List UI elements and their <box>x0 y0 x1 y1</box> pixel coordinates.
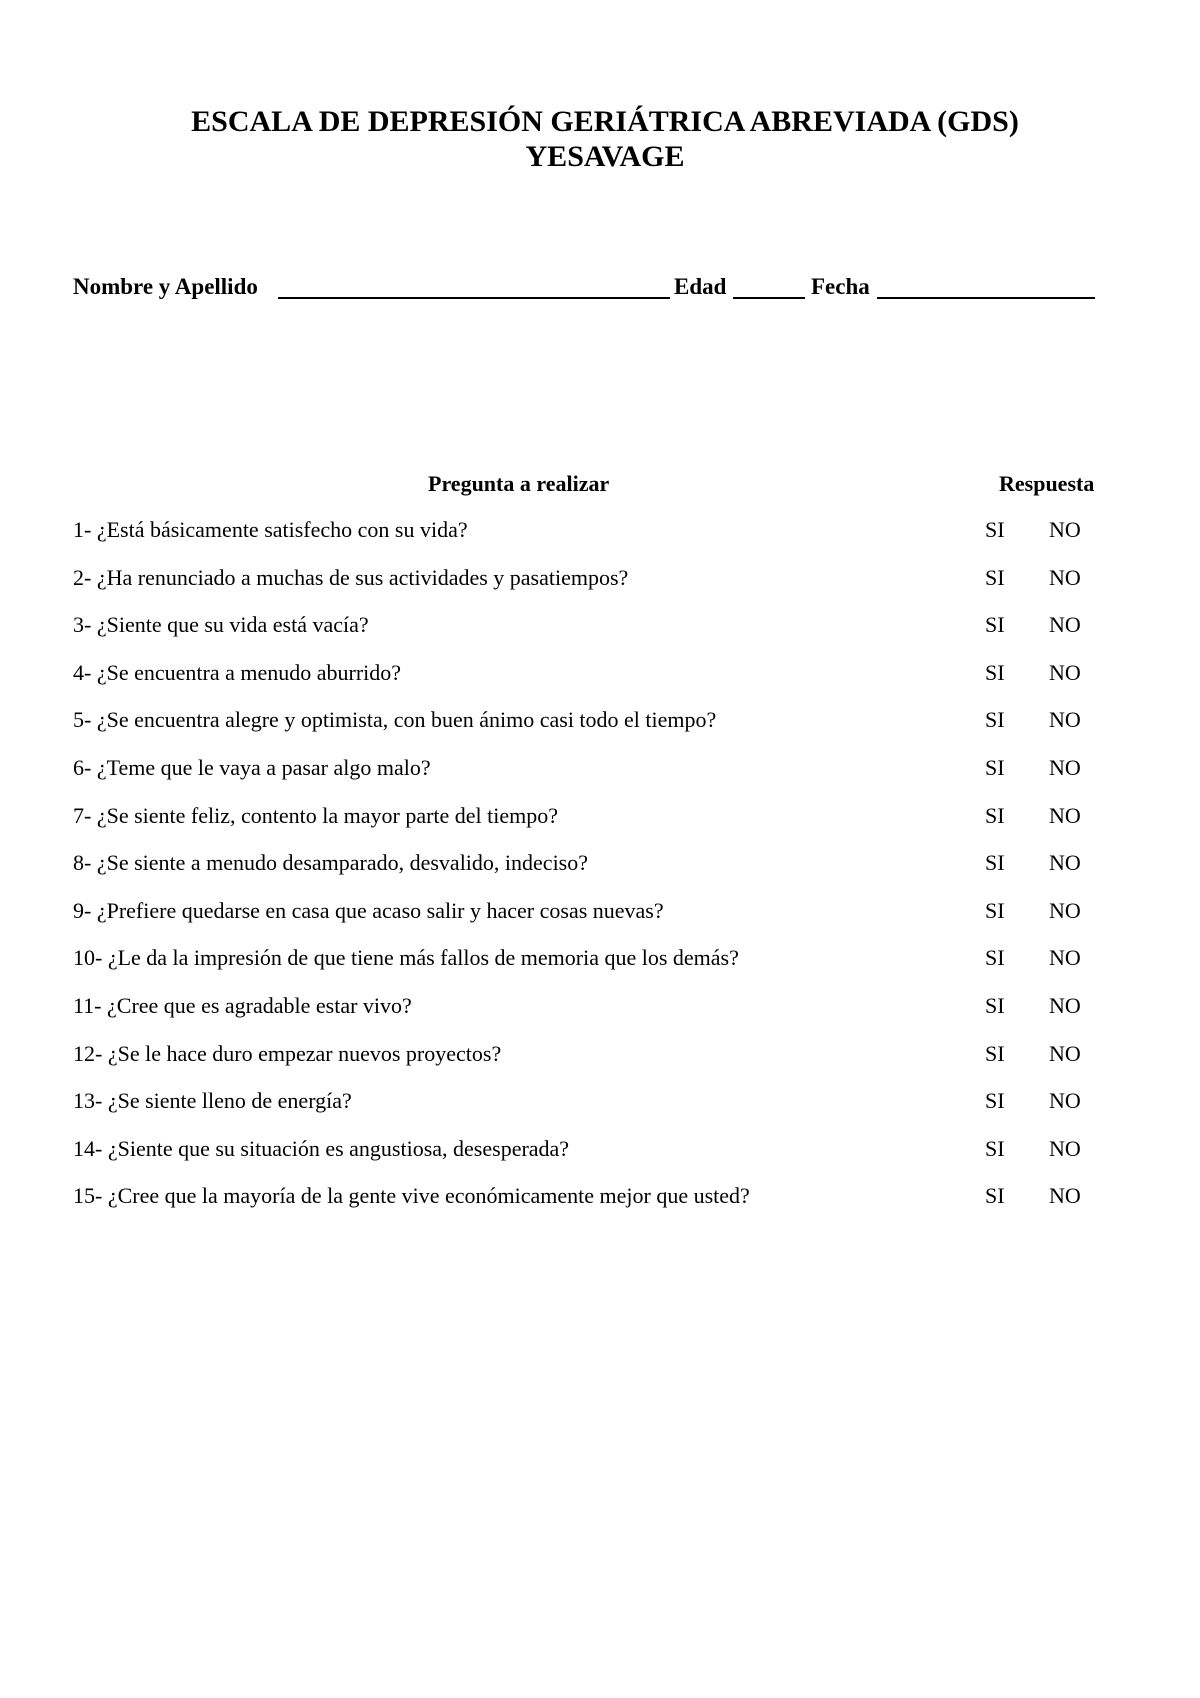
question-row <box>73 991 1123 1039</box>
answer-yes-option[interactable]: SI <box>985 1088 1005 1114</box>
question-row <box>73 705 1123 753</box>
question-text: 1- ¿Está básicamente satisfecho con su vida? <box>73 517 468 542</box>
answer-no-option[interactable]: NO <box>1049 659 1081 685</box>
question-row <box>73 896 1123 944</box>
question-text: 11- ¿Cree que es agradable estar vivo? <box>73 992 412 1018</box>
question-row <box>73 1086 1123 1134</box>
answer-no-option[interactable]: NO <box>1049 945 1081 971</box>
patient-info-line <box>73 272 1103 302</box>
answer-no-option[interactable]: NO <box>1049 564 1081 590</box>
answer-no-option[interactable]: NO <box>1049 707 1081 733</box>
question-row <box>73 801 1123 849</box>
date-field[interactable] <box>877 297 1095 299</box>
answer-no-option[interactable]: NO <box>1049 1088 1081 1114</box>
question-text: 5- ¿Se encuentra alegre y optimista, con buen ánimo casi todo el tiempo? <box>73 707 717 733</box>
question-text: 8- ¿Se siente a menudo desamparado, desvalido, indeciso? <box>73 850 589 876</box>
answer-yes-option[interactable]: SI <box>985 1183 1005 1209</box>
question-text: 10- ¿Le da la impresión de que tiene más fallos de memoria que los demás? <box>73 945 739 971</box>
question-row <box>73 943 1123 991</box>
document-title: ESCALA DE DEPRESIÓN GERIÁTRICA ABREVIADA (GDS) <box>191 105 1019 138</box>
question-text: 2- ¿Ha renunciado a muchas de sus actividades y pasatiempos? <box>73 564 629 590</box>
answer-no-option[interactable]: NO <box>1049 802 1081 828</box>
answer-column-header: Respuesta <box>999 471 1095 496</box>
answer-no-option[interactable]: NO <box>1049 992 1081 1018</box>
question-text: 15- ¿Cree que la mayoría de la gente vive económicamente mejor que usted? <box>73 1183 750 1209</box>
age-field[interactable] <box>733 297 805 299</box>
answer-no-option[interactable]: NO <box>1049 1040 1081 1066</box>
answer-no-option[interactable]: NO <box>1049 754 1081 780</box>
answer-yes-option[interactable]: SI <box>985 897 1005 923</box>
answer-no-option[interactable]: NO <box>1049 1183 1081 1209</box>
question-list <box>73 515 1123 1229</box>
answer-yes-option[interactable]: SI <box>985 992 1005 1018</box>
answer-yes-option[interactable]: SI <box>985 754 1005 780</box>
name-field[interactable] <box>278 297 670 299</box>
question-row <box>73 658 1123 706</box>
question-text: 12- ¿Se le hace duro empezar nuevos proyectos? <box>73 1040 502 1066</box>
answer-yes-option[interactable]: SI <box>985 517 1005 542</box>
question-text: 4- ¿Se encuentra a menudo aburrido? <box>73 659 402 685</box>
answer-yes-option[interactable]: SI <box>985 612 1005 638</box>
question-text: 13- ¿Se siente lleno de energía? <box>73 1088 352 1114</box>
answer-no-option[interactable]: NO <box>1049 897 1081 923</box>
date-label: Fecha <box>811 274 870 299</box>
answer-yes-option[interactable]: SI <box>985 1040 1005 1066</box>
age-label: Edad <box>674 274 727 299</box>
question-text: 7- ¿Se siente feliz, contento la mayor parte del tiempo? <box>73 802 559 828</box>
answer-yes-option[interactable]: SI <box>985 659 1005 685</box>
answer-no-option[interactable]: NO <box>1049 612 1081 638</box>
name-label: Nombre y Apellido <box>73 274 258 299</box>
question-row <box>73 610 1123 658</box>
answer-no-option[interactable]: NO <box>1049 1135 1081 1161</box>
question-row <box>73 1039 1123 1087</box>
answer-yes-option[interactable]: SI <box>985 802 1005 828</box>
answer-yes-option[interactable]: SI <box>985 850 1005 876</box>
question-text: 14- ¿Siente que su situación es angustiosa, desesperada? <box>73 1135 570 1161</box>
question-row <box>73 563 1123 611</box>
document-subtitle: YESAVAGE <box>525 140 685 173</box>
answer-yes-option[interactable]: SI <box>985 945 1005 971</box>
question-column-header: Pregunta a realizar <box>428 471 610 496</box>
question-row <box>73 1134 1123 1182</box>
answer-yes-option[interactable]: SI <box>985 564 1005 590</box>
question-text: 3- ¿Siente que su vida está vacía? <box>73 612 369 638</box>
question-text: 9- ¿Prefiere quedarse en casa que acaso salir y hacer cosas nuevas? <box>73 897 664 923</box>
question-text: 6- ¿Teme que le vaya a pasar algo malo? <box>73 754 431 780</box>
answer-yes-option[interactable]: SI <box>985 707 1005 733</box>
answer-no-option[interactable]: NO <box>1049 517 1081 542</box>
question-row <box>73 848 1123 896</box>
answer-no-option[interactable]: NO <box>1049 850 1081 876</box>
question-row <box>73 1181 1123 1229</box>
question-row <box>73 753 1123 801</box>
question-row <box>73 515 1123 563</box>
answer-yes-option[interactable]: SI <box>985 1135 1005 1161</box>
